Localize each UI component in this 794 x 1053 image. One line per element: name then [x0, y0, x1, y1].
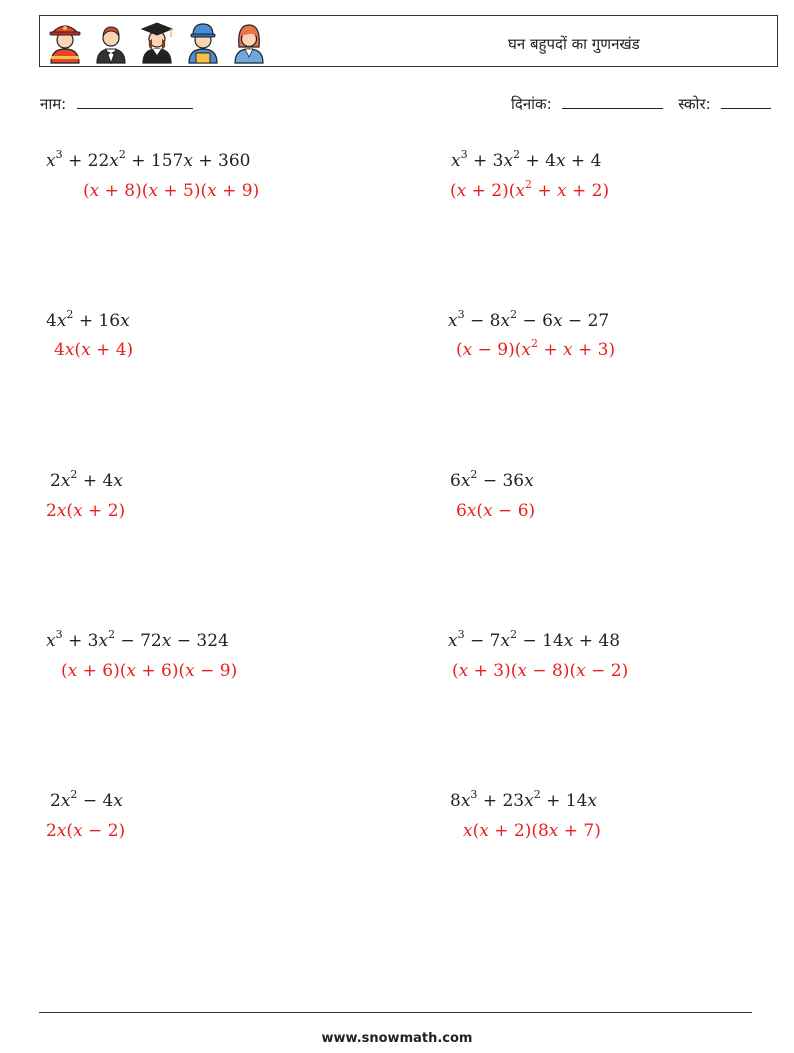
- date-blank[interactable]: [562, 93, 663, 109]
- graduate-avatar-icon: [138, 19, 176, 65]
- answer-2: $(x + 2)(x^2 + x + 2)$: [450, 178, 610, 201]
- footer-url[interactable]: www.snowmath.com: [321, 1031, 473, 1046]
- problem-2: $x^3 + 3x^2 + 4x + 4$: [451, 148, 602, 171]
- problem-3: $4x^2 + 16x$: [46, 308, 130, 331]
- firefighter-avatar-icon: [46, 19, 84, 65]
- problem-9: $2x^2 - 4x$: [50, 788, 123, 811]
- answer-8: (x + 3)(x − 8)(x − 2): [452, 661, 629, 681]
- problem-6: $6x^2 - 36x$: [450, 468, 534, 491]
- worksheet-title: घन बहुपदों का गुणनखंड: [508, 35, 640, 53]
- waiter-avatar-icon: [92, 19, 130, 65]
- problem-5: $2x^2 + 4x$: [50, 468, 123, 491]
- worksheet-header: [39, 15, 778, 67]
- name-label: नाम:: [40, 95, 67, 113]
- answer-1: (x + 8)(x + 5)(x + 9): [83, 181, 260, 201]
- date-label: दिनांक:: [511, 95, 552, 113]
- worker-avatar-icon: [184, 19, 222, 65]
- avatar-row: [46, 19, 268, 65]
- problem-1: $x^3 + 22x^2 + 157x + 360$: [46, 148, 251, 171]
- name-blank[interactable]: [77, 93, 193, 109]
- problem-10: $8x^3 + 23x^2 + 14x$: [450, 788, 597, 811]
- answer-4: $(x - 9)(x^2 + x + 3)$: [456, 337, 616, 360]
- answer-6: 6x(x − 6): [456, 501, 536, 521]
- answer-7: (x + 6)(x + 6)(x − 9): [61, 661, 238, 681]
- footer-divider: [39, 1012, 752, 1013]
- answer-10: x(x + 2)(8x + 7): [463, 821, 601, 841]
- answer-5: 2x(x + 2): [46, 501, 126, 521]
- woman-avatar-icon: [230, 19, 268, 65]
- answer-3: 4x(x + 4): [54, 340, 134, 360]
- score-blank[interactable]: [721, 93, 771, 109]
- problem-8: $x^3 - 7x^2 - 14x + 48$: [448, 628, 621, 651]
- answer-9: 2x(x − 2): [46, 821, 126, 841]
- problem-4: $x^3 - 8x^2 - 6x - 27$: [448, 308, 610, 331]
- date-score-field: [511, 93, 771, 114]
- score-label: स्कोर:: [678, 95, 711, 113]
- problem-7: $x^3 + 3x^2 - 72x - 324$: [46, 628, 229, 651]
- name-field: [40, 93, 193, 114]
